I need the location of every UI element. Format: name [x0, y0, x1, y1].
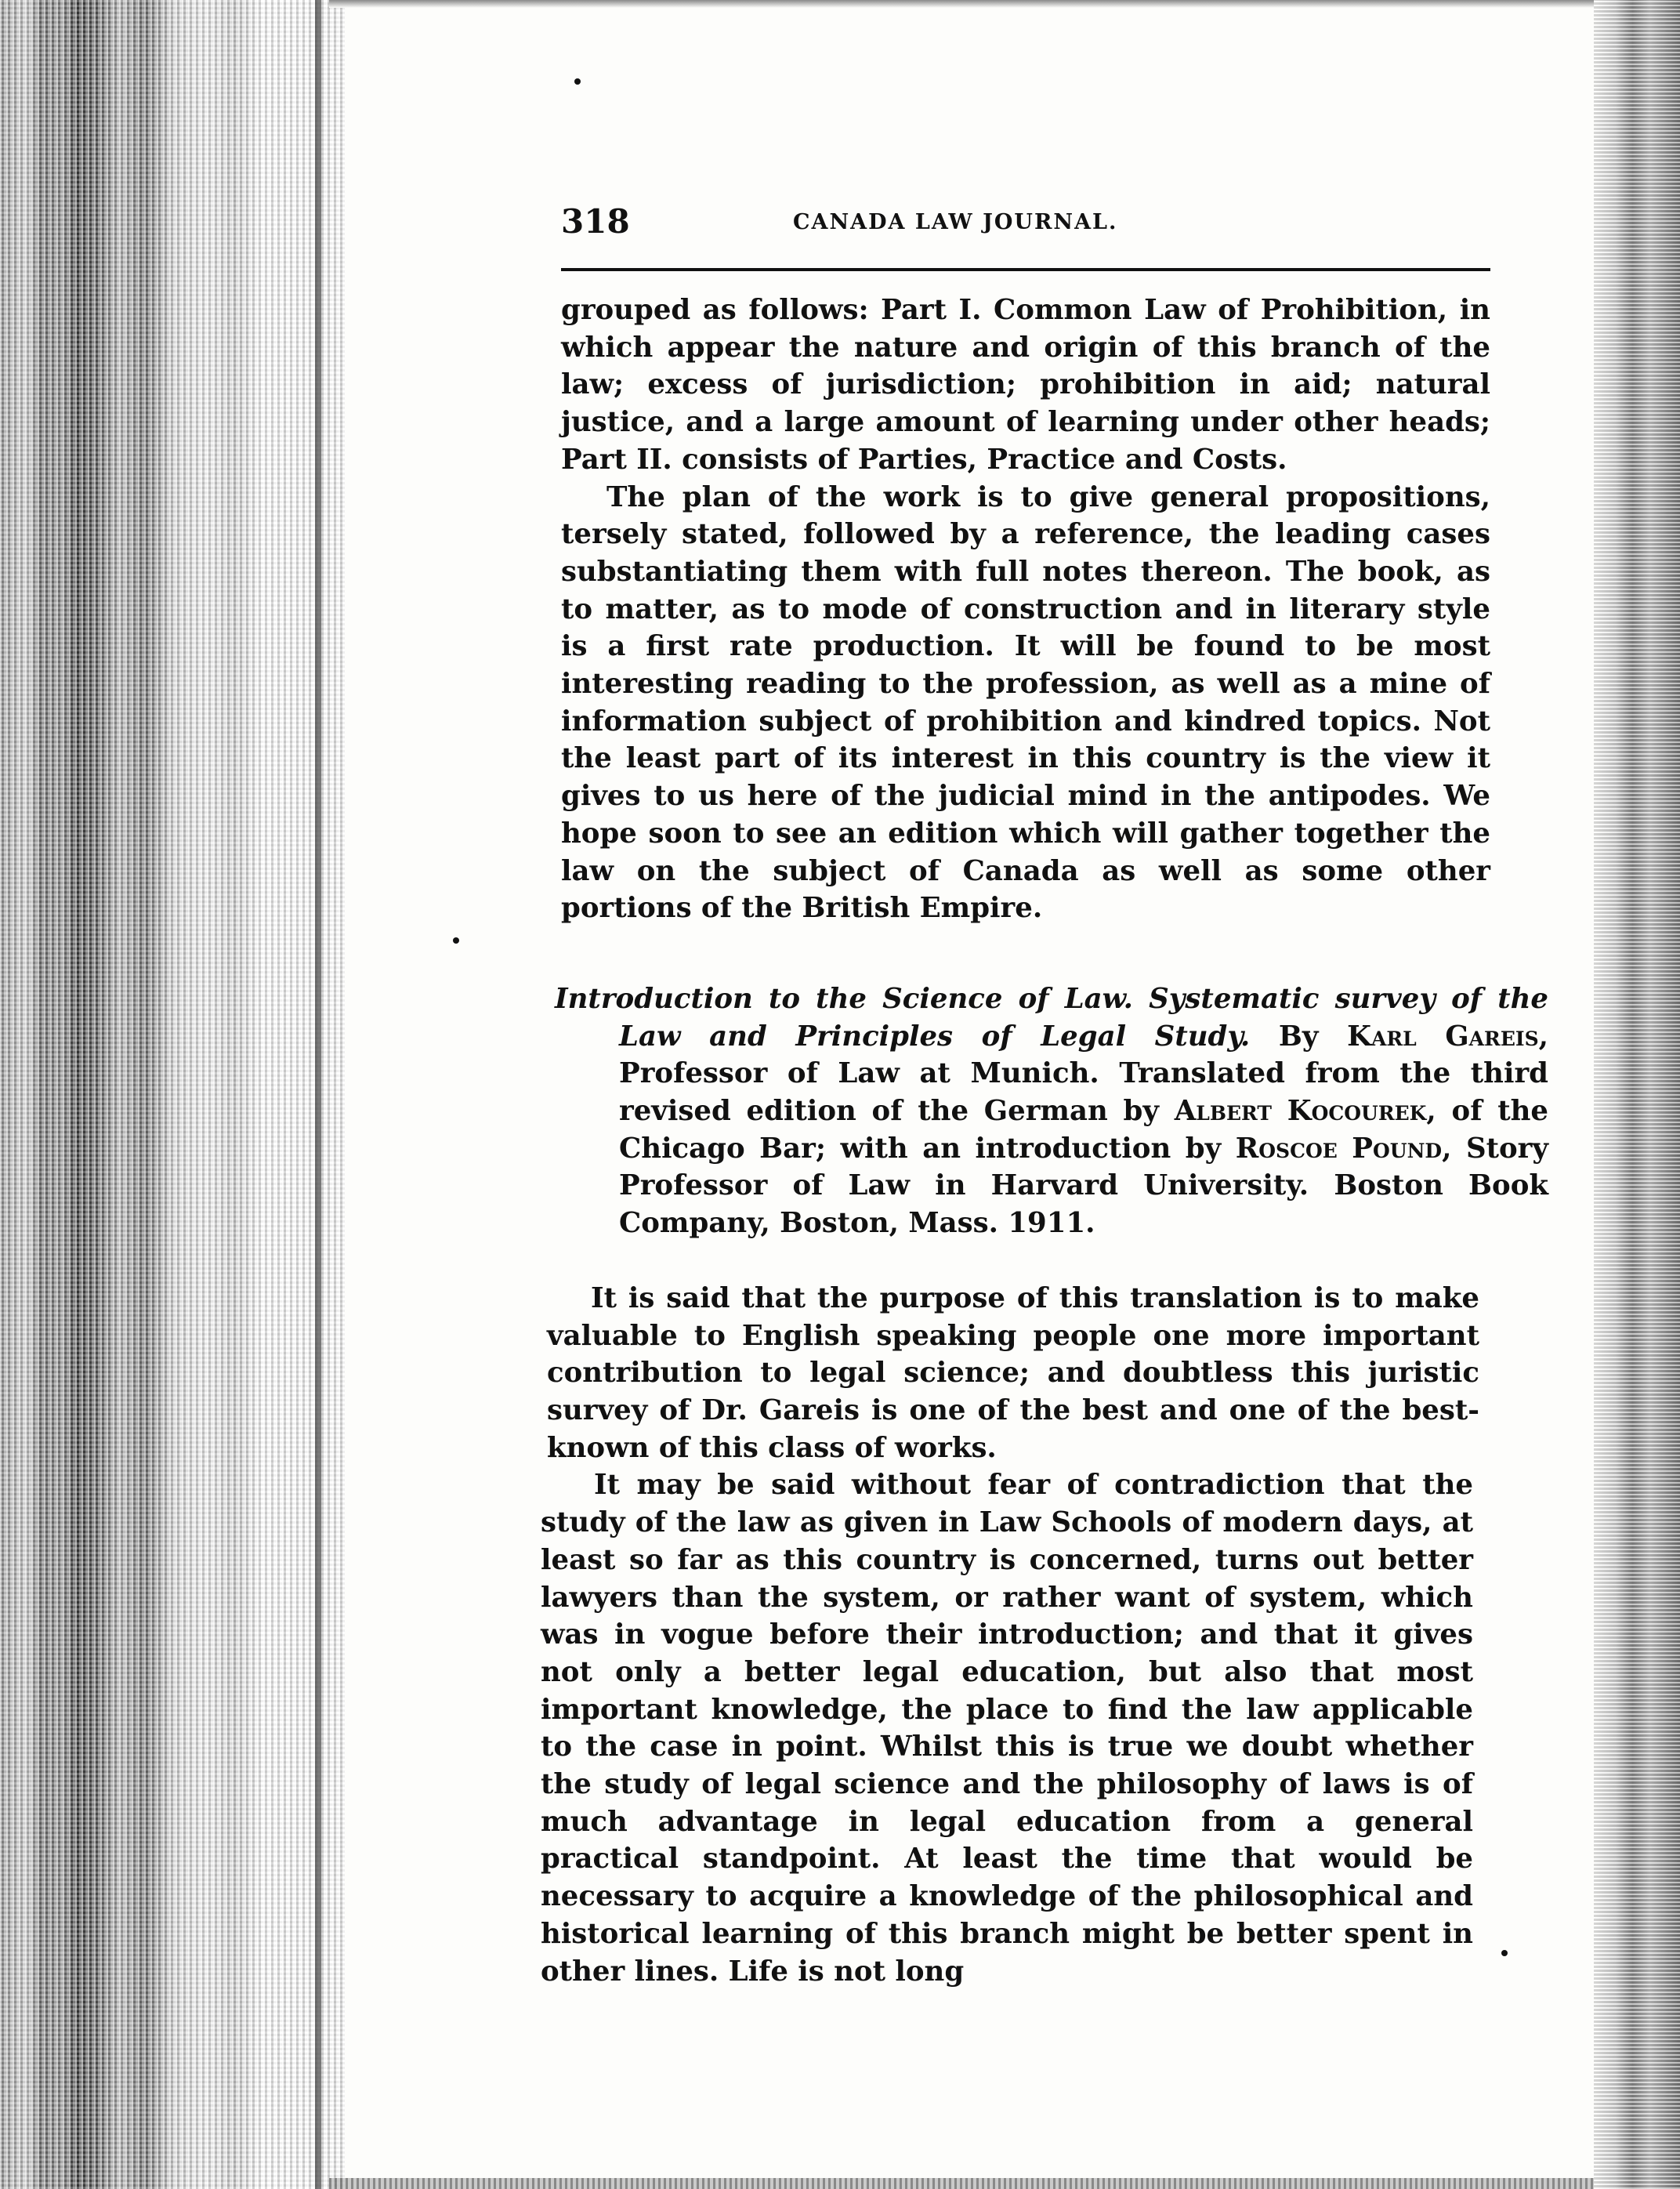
paragraph-review-plan: The plan of the work is to give general propositions, tersely stated, followed by a reference, the leading cases substantiating them with full notes thereon. The book, as to matter, as to mode of construction and in literary style is a first rate production. It will be found to be most interesting reading to the profession, as well as a mine of information subject of prohibition and kindred topics. Not the least part of its interest in this country is the view it gives to us here of the judicial mind in the antipodes. We hope soon to see an edition which will gather together the law on the subject of Canada as well as some other portions of the British Empire.	[561, 480, 1490, 925]
scan-speck	[453, 937, 459, 944]
scan-top-edge	[329, 0, 1594, 8]
paragraph-law-schools: It may be said without fear of contradiction that the study of the law as given in Law Schools of modern days, at least so far as this country is concerned, turns out better lawyers than the system, or rather want of system, which was in vogue before their introduction; and that it gives not only a better legal education, but also that most important knowledge, the place to find the law applicable to the case in point. Whilst this is true we doubt whether the study of legal science and the philosophy of laws is of much advantage in legal education from a general practical standpoint. At least the time that would be necessary to acquire a knowledge of the philosophical and historical learning of this branch might be better spent in other lines. Life is not long	[541, 1469, 1473, 1988]
citation-text-3: , Story Professor of Law in Harvard University. Boston Book Company, Boston, Mass. 1911.	[619, 1132, 1549, 1240]
scan-bottom-edge	[329, 2178, 1594, 2189]
book-citation	[555, 980, 1548, 1242]
document-page	[541, 196, 1549, 1990]
paragraph-continued: grouped as follows: Part I. Common Law of Prohibition, in which appear the nature and origin of this branch of the law; excess of jurisdiction; prohibition in aid; natural justice, and a large amount of learning under other heads; Part II. consists of Parties, Practice and Costs.	[561, 294, 1490, 476]
introducer-name: Roscoe Pound	[1235, 1132, 1443, 1165]
running-head	[541, 196, 1498, 263]
scan-spine-shadow	[0, 0, 345, 2189]
scan-speck	[574, 78, 581, 85]
author-name: Karl Gareis	[1347, 1020, 1539, 1053]
citation-text-2: , of the Chicago Bar; with an introduction by	[619, 1095, 1549, 1165]
translator-name: Albert Kocourek	[1174, 1095, 1427, 1128]
journal-title: CANADA LAW JOURNAL.	[793, 210, 1118, 234]
header-rule	[561, 268, 1490, 271]
scan-right-edge	[1594, 0, 1680, 2189]
citation-text-1: , Professor of Law at Munich. Translated from the third revised edition of the German by	[619, 1020, 1548, 1128]
book-title: Introduction to the Science of Law. Systematic survey of the Law and Principles of Legal Study.	[555, 982, 1548, 1053]
scan-speck	[1501, 1950, 1508, 1956]
scan-page-edge	[315, 0, 321, 2189]
citation-by: By	[1278, 1020, 1319, 1053]
paragraph-translation-purpose: It is said that the purpose of this translation is to make valuable to English speaking people one more important contribution to legal science; and doubtless this juristic survey of Dr. Gareis is one of the best and one of the best-known of this class of works.	[547, 1281, 1479, 1464]
page-number: 318	[561, 202, 630, 241]
